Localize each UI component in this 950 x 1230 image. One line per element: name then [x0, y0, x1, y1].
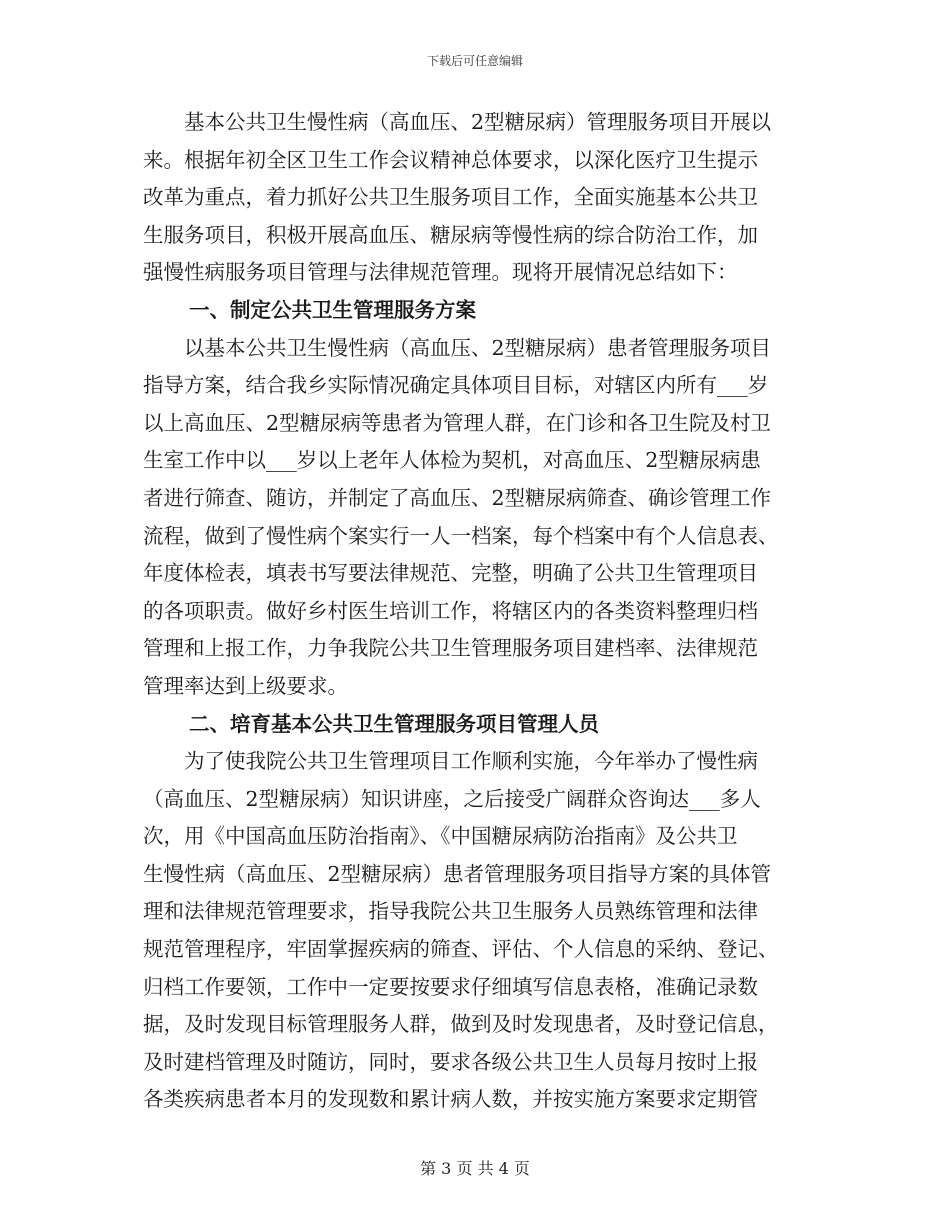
paragraph-line: 归档工作要领，工作中一定要按要求仔细填写信息表格，准确记录数	[143, 974, 758, 999]
section-heading: 一、制定公共卫生管理服务方案	[189, 297, 476, 322]
paragraph-line: 强慢性病服务项目管理与法律规范管理。现将开展情况总结如下：	[143, 260, 738, 285]
paragraph-line: 次，用《中国高血压防治指南》、《中国糖尿病防治指南》及公共卫	[143, 824, 738, 849]
paragraph-line: 理和法律规范管理要求，指导我院公共卫生服务人员熟练管理和法律	[143, 899, 758, 924]
document-body	[143, 104, 808, 1119]
paragraph-line: 基本公共卫生慢性病（高血压、2型糖尿病）管理服务项目开展以	[184, 110, 772, 134]
paragraph-line: 为了使我院公共卫生管理项目工作顺利实施，今年举办了慢性病	[184, 749, 758, 774]
paragraph-line: 来。根据年初全区卫生工作会议精神总体要求，以深化医疗卫生提示	[143, 147, 758, 172]
paragraph-line: 流程，做到了慢性病个案实行一人一档案，每个档案中有个人信息表、	[143, 523, 779, 548]
paragraph-line: 指导方案，结合我乡实际情况确定具体项目目标，对辖区内所有___岁	[143, 373, 769, 398]
paragraph-line: 及时建档管理及时随访，同时，要求各级公共卫生人员每月按时上报	[143, 1049, 758, 1074]
paragraph-line: 管理和上报工作，力争我院公共卫生管理服务项目建档率、法律规范	[143, 636, 758, 661]
paragraph-line: 改革为重点，着力抓好公共卫生服务项目工作，全面实施基本公共卫	[143, 185, 758, 210]
paragraph-line: 生室工作中以___岁以上老年人体检为契机，对高血压、2型糖尿病患	[143, 448, 761, 473]
paragraph-line: 规范管理程序，牢固掌握疾病的筛查、评估、个人信息的采纳、登记、	[143, 937, 779, 962]
paragraph-line: 各类疾病患者本月的发现数和累计病人数，并按实施方案要求定期管	[143, 1087, 758, 1112]
paragraph-line: 管理率达到上级要求。	[143, 673, 348, 698]
paragraph-line: 生服务项目，积极开展高血压、糖尿病等慢性病的综合防治工作，加	[143, 222, 758, 247]
paragraph-line: 以基本公共卫生慢性病（高血压、2型糖尿病）患者管理服务项目	[184, 335, 772, 360]
paragraph-line: 以上高血压、2型糖尿病等患者为管理人群，在门诊和各卫生院及村卫	[143, 410, 772, 435]
paragraph-line: 年度体检表，填表书写要法律规范、完整，明确了公共卫生管理项目	[143, 561, 758, 586]
page-footer: 第 3 页 共 4 页	[420, 1159, 530, 1178]
paragraph-line: 据，及时发现目标管理服务人群，做到及时发现患者，及时登记信息，	[143, 1012, 779, 1037]
paragraph-line: 者进行筛查、随访，并制定了高血压、2型糖尿病筛查、确诊管理工作	[143, 485, 772, 510]
section-heading: 二、培育基本公共卫生管理服务项目管理人员	[189, 711, 599, 736]
paragraph-line: 的各项职责。做好乡村医生培训工作，将辖区内的各类资料整理归档	[143, 598, 758, 623]
paragraph-line: 生慢性病（高血压、2型糖尿病）患者管理服务项目指导方案的具体管	[143, 861, 772, 886]
page-header: 下载后可任意编辑	[426, 54, 523, 68]
paragraph-line: （高血压、2型糖尿病）知识讲座，之后接受广阔群众咨询达___多人	[143, 786, 761, 811]
